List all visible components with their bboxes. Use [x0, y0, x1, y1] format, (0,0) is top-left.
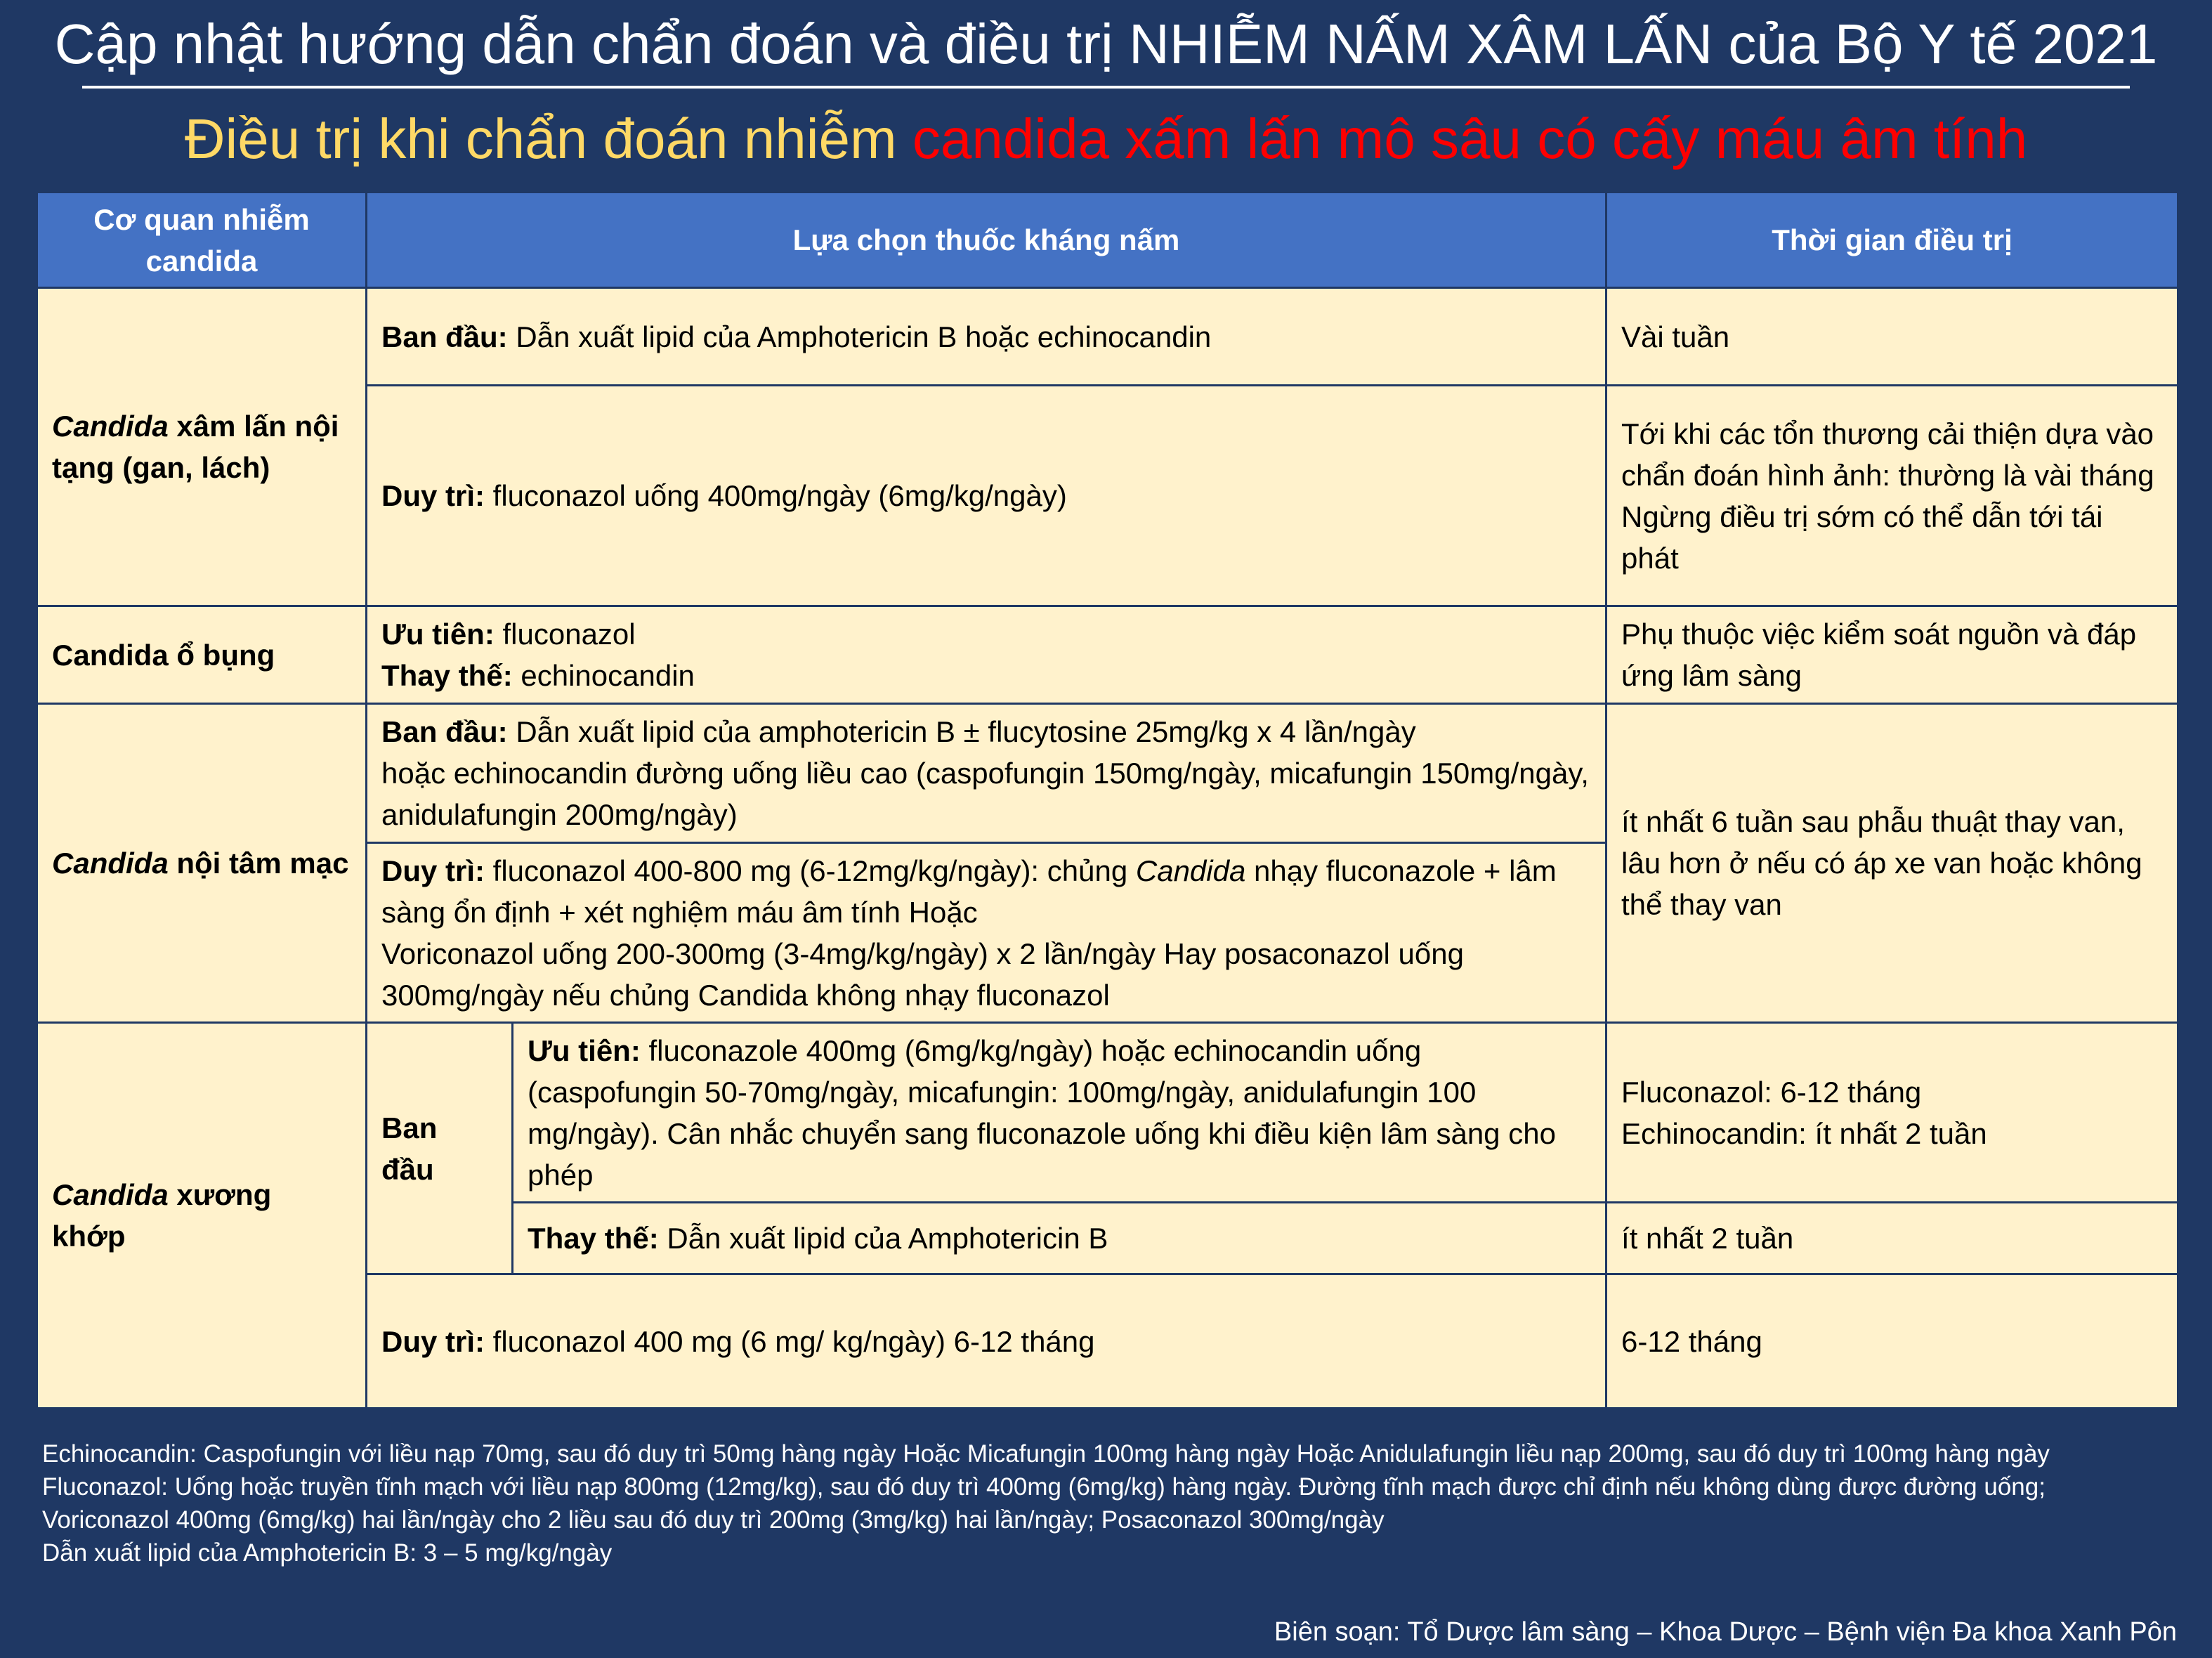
credit: Biên soạn: Tổ Dược lâm sàng – Khoa Dược – Bệnh viện Đa khoa Xanh Pôn	[1274, 1617, 2177, 1647]
footnote-voriconazol: Voriconazol 400mg (6mg/kg) hai lần/ngày cho 2 liều sau đó duy trì 200mg (3mg/kg) hai lần/ngày; Posaconazol 300mg/ngày	[42, 1506, 1385, 1534]
endocarditis-initial: Ban đầu: Dẫn xuất lipid của amphotericin B ± flucytosine 25mg/kg x 4 lần/ngày hoặc echinocandin đường uống liều cao (caspofungin 150mg/ngày, micafungin 150mg/ngày, anidulafungin 200mg/ngày)	[367, 704, 1606, 843]
organ-abdominal: Candida ổ bụng	[37, 606, 367, 704]
table-row	[37, 606, 2178, 704]
subtitle-part-red: candida xấm lấn mô sâu có cấy máu âm tính	[912, 107, 2028, 170]
title-divider	[82, 86, 2130, 89]
bone-maintenance: Duy trì: fluconazol 400 mg (6 mg/ kg/ngày) 6-12 tháng	[367, 1274, 1606, 1409]
table-header-row	[37, 192, 2178, 288]
bone-preferred: Ưu tiên: fluconazole 400mg (6mg/kg/ngày) hoặc echinocandin uống (caspofungin 50-70mg/ngày, micafungin: 100mg/ngày, anidulafungin 100 mg/ngày). Cân nhắc chuyển sang fluconazole uống khi điều kiện lâm sàng cho phép	[513, 1023, 1606, 1203]
abdominal-duration: Phụ thuộc việc kiểm soát nguồn và đáp ứng lâm sàng	[1606, 606, 2178, 704]
visceral-initial: Ban đầu: Dẫn xuất lipid của Amphotericin B hoặc echinocandin	[367, 288, 1606, 386]
page-subtitle	[0, 104, 2212, 174]
footnote-amphotericin: Dẫn xuất lipid của Amphotericin B: 3 – 5 mg/kg/ngày	[42, 1539, 613, 1567]
footnotes	[42, 1437, 2185, 1569]
endocarditis-duration: ít nhất 6 tuần sau phẫu thuật thay van, lâu hơn ở nếu có áp xe van hoặc không thể thay van	[1606, 704, 2178, 1023]
bone-alternative-duration: ít nhất 2 tuần	[1606, 1203, 2178, 1274]
subtitle-part-yellow: Điều trị khi chẩn đoán nhiễm	[184, 107, 912, 170]
abdominal-drugs: Ưu tiên: fluconazol Thay thế: echinocandin	[367, 606, 1606, 704]
table-row	[37, 288, 2178, 386]
header-organ: Cơ quan nhiễm candida	[37, 192, 367, 288]
endocarditis-maintenance: Duy trì: fluconazol 400-800 mg (6-12mg/kg/ngày): chủng Candida nhạy fluconazole + lâm sàng ổn định + xét nghiệm máu âm tính Hoặc Voriconazol uống 200-300mg (3-4mg/kg/ngày) x 2 lần/ngày Hay posaconazol uống 300mg/ngày nếu chủng Candida không nhạy fluconazol	[367, 843, 1606, 1023]
organ-visceral: Candida xâm lấn nội tạng (gan, lách)	[37, 288, 367, 606]
treatment-table	[36, 191, 2179, 1409]
footnote-echinocandin: Echinocandin: Caspofungin với liều nạp 70mg, sau đó duy trì 50mg hàng ngày Hoặc Micafungin 100mg hàng ngày Hoặc Anidulafungin liều nạp 200mg, sau đó duy trì 100mg hàng ngày	[42, 1440, 2050, 1468]
bone-maintenance-duration: 6-12 tháng	[1606, 1274, 2178, 1409]
page-title: Cập nhật hướng dẫn chẩn đoán và điều trị NHIỄM NẤM XÂM LẤN của Bộ Y tế 2021	[54, 13, 2158, 75]
visceral-initial-duration: Vài tuần	[1606, 288, 2178, 386]
organ-bone-joint: Candida xương khớp	[37, 1023, 367, 1409]
bone-preferred-duration: Fluconazol: 6-12 tháng Echinocandin: ít nhất 2 tuần	[1606, 1023, 2178, 1203]
visceral-maintenance-duration: Tới khi các tổn thương cải thiện dựa vào chẩn đoán hình ảnh: thường là vài tháng Ngừng điều trị sớm có thể dẫn tới tái phát	[1606, 386, 2178, 606]
table-row	[37, 1023, 2178, 1203]
table-row	[37, 704, 2178, 843]
header-duration: Thời gian điều trị	[1606, 192, 2178, 288]
footnote-fluconazol: Fluconazol: Uống hoặc truyền tĩnh mạch với liều nạp 800mg (12mg/kg), sau đó duy trì 400mg (6mg/kg) hàng ngày. Đường tĩnh mạch được chỉ định nếu không dùng được đường uống;	[42, 1473, 2046, 1501]
bone-initial-label: Ban đầu	[367, 1023, 513, 1274]
organ-endocarditis: Candida nội tâm mạc	[37, 704, 367, 1023]
visceral-maintenance: Duy trì: fluconazol uống 400mg/ngày (6mg/kg/ngày)	[367, 386, 1606, 606]
header-drug: Lựa chọn thuốc kháng nấm	[367, 192, 1606, 288]
bone-alternative: Thay thế: Dẫn xuất lipid của Amphotericin B	[513, 1203, 1606, 1274]
